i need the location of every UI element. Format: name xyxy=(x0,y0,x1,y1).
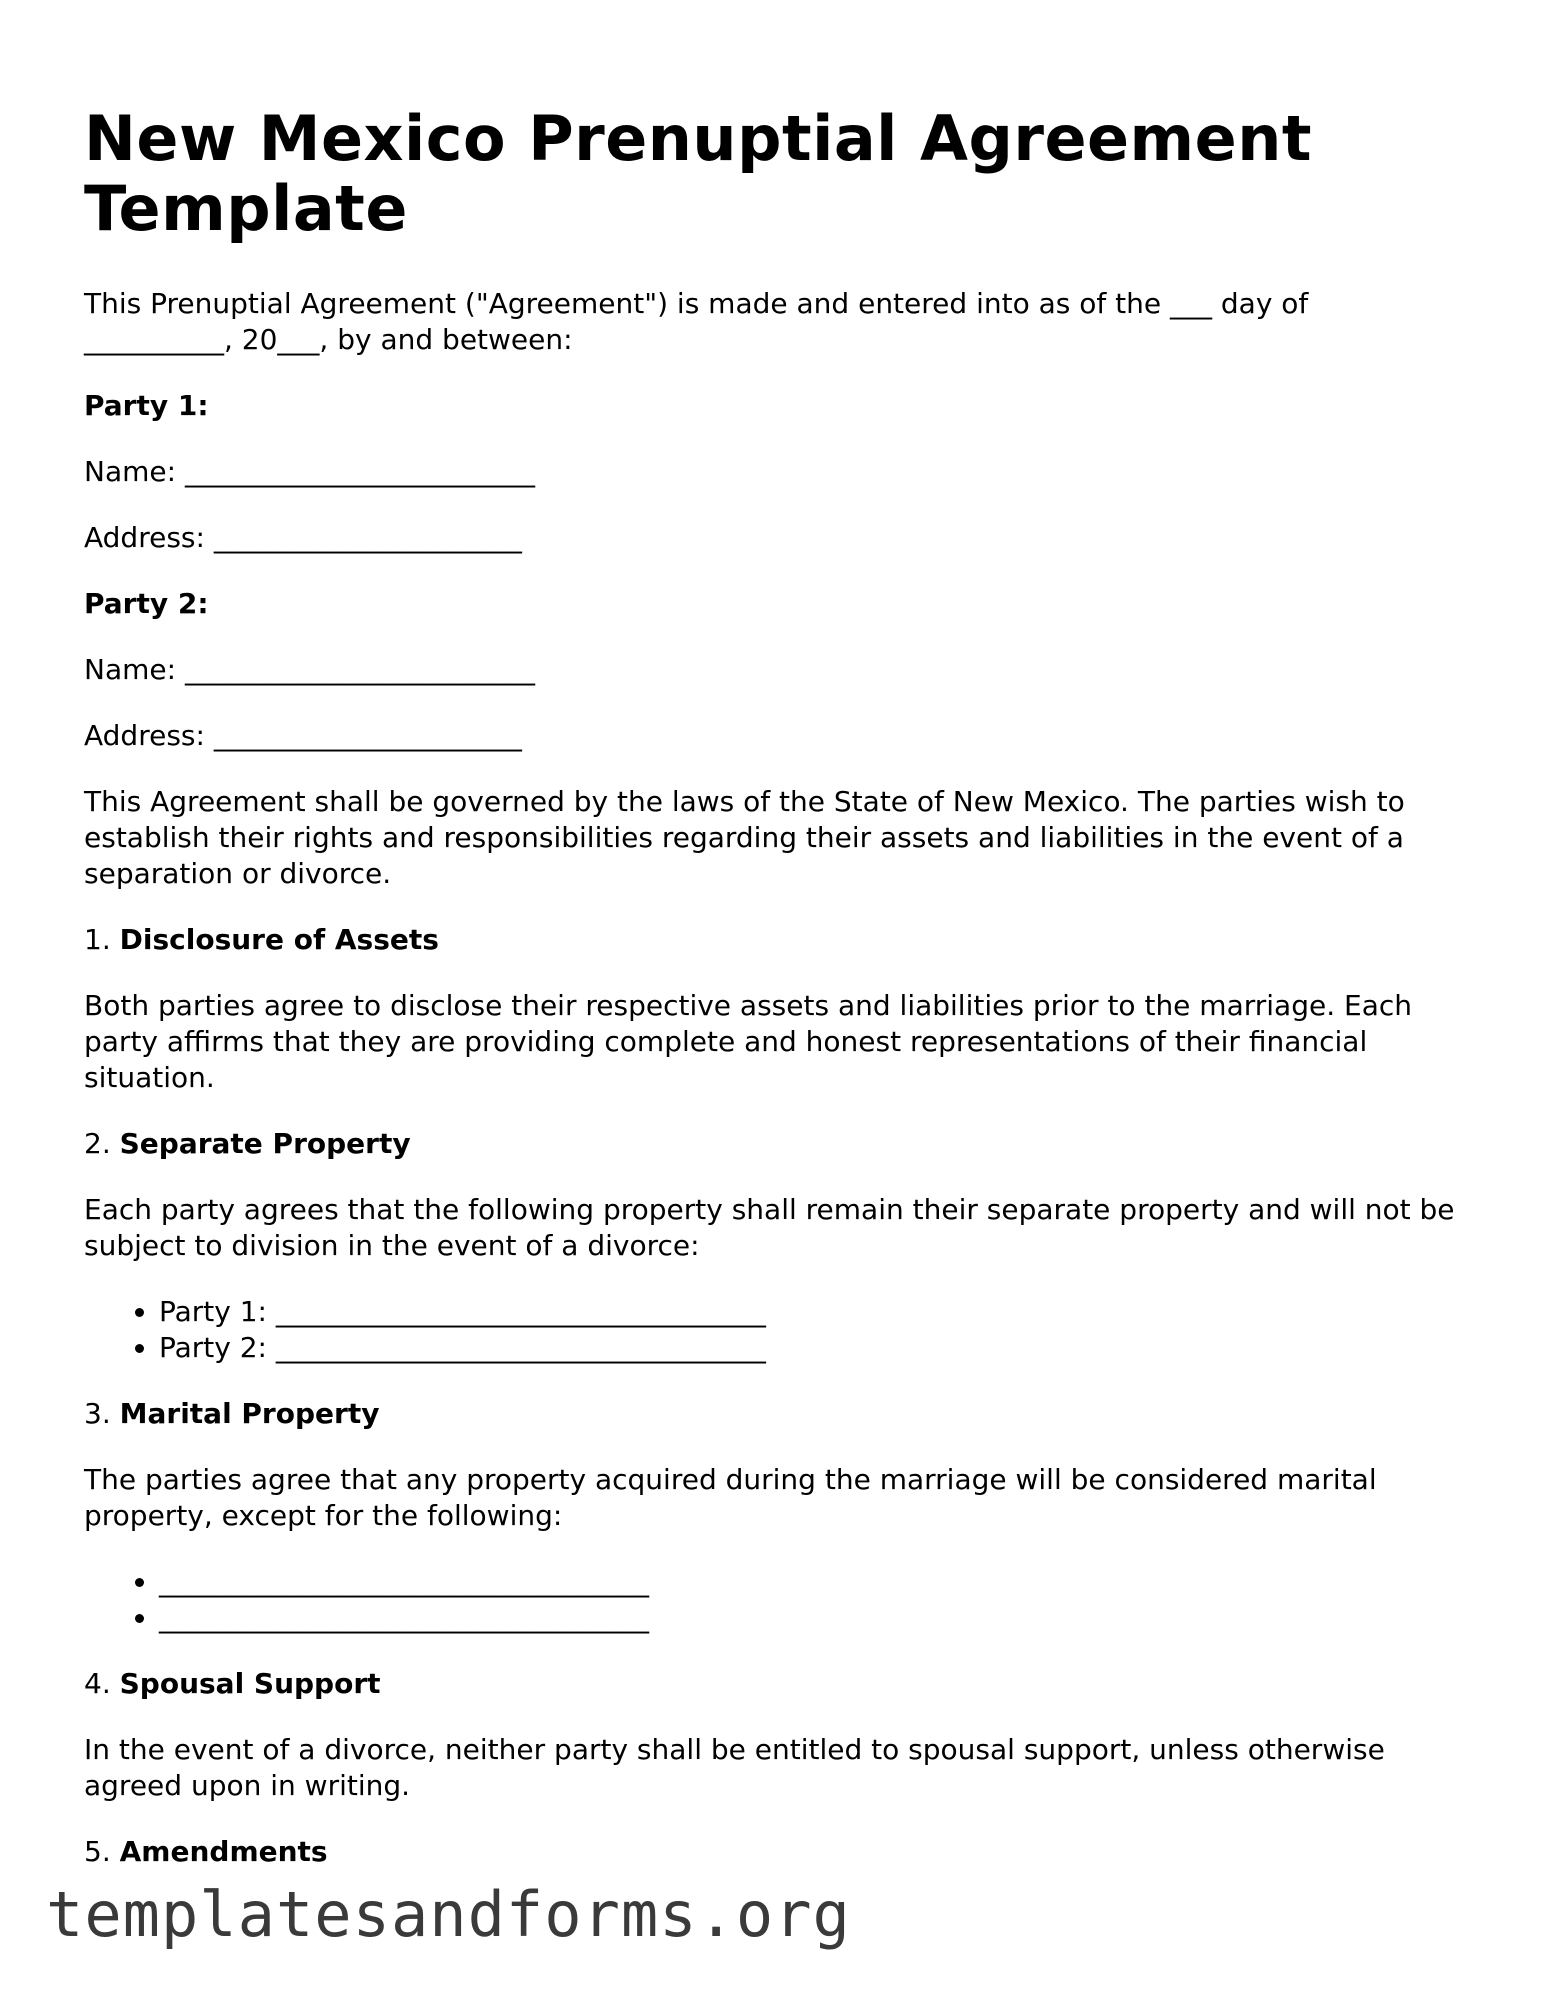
separate-property-list xyxy=(84,1294,1464,1366)
section-2-number: 2. xyxy=(84,1127,120,1160)
intro-paragraph: This Prenuptial Agreement ("Agreement") is made and entered into as of the ___ day of __________, 20___, by and between: xyxy=(84,287,1309,356)
list-item: • Party 2: ___________________________________ xyxy=(159,1330,1464,1366)
section-1-title: Disclosure of Assets xyxy=(119,923,439,956)
section-1-number: 1. xyxy=(84,923,120,956)
marital-property-exceptions-list xyxy=(84,1564,1464,1636)
party-2-address-field: Address: ______________________ xyxy=(84,719,522,752)
document-page xyxy=(84,104,1464,1870)
list-item: • ___________________________________ xyxy=(159,1600,1464,1636)
section-5-number: 5. xyxy=(84,1835,120,1868)
governing-law-paragraph: This Agreement shall be governed by the laws of the State of New Mexico. The parties wish to establish their rights and responsibilities regarding their assets and liabilities in the event of a separation or divorce. xyxy=(84,785,1405,890)
section-5-title: Amendments xyxy=(119,1835,328,1868)
section-1-body: Both parties agree to disclose their respective assets and liabilities prior to the marriage. Each party affirms that they are providing complete and honest representations of their financial situation. xyxy=(84,989,1413,1094)
section-3-heading xyxy=(84,1396,1464,1432)
page-title: New Mexico Prenuptial Agreement Template xyxy=(84,102,1312,245)
site-watermark: templatesandforms.org xyxy=(46,1878,851,1951)
section-2-heading xyxy=(84,1126,1464,1162)
section-4-body: In the event of a divorce, neither party shall be entitled to spousal support, unless otherwise agreed upon in writing. xyxy=(84,1733,1385,1802)
section-1-heading xyxy=(84,922,1464,958)
section-3-number: 3. xyxy=(84,1397,120,1430)
party-1-name-field: Name: _________________________ xyxy=(84,455,535,488)
list-item: • Party 1: ___________________________________ xyxy=(159,1294,1464,1330)
party-2-name-field: Name: _________________________ xyxy=(84,653,535,686)
section-4-number: 4. xyxy=(84,1667,120,1700)
section-5-heading xyxy=(84,1834,1464,1870)
section-2-body: Each party agrees that the following property shall remain their separate property and will not be subject to division in the event of a divorce: xyxy=(84,1193,1455,1262)
party-1-heading: Party 1: xyxy=(84,389,209,422)
list-item: • ___________________________________ xyxy=(159,1564,1464,1600)
party-2-heading: Party 2: xyxy=(84,587,209,620)
section-4-title: Spousal Support xyxy=(119,1667,381,1700)
party-1-address-field: Address: ______________________ xyxy=(84,521,522,554)
section-3-body: The parties agree that any property acquired during the marriage will be considered marital property, except for the following: xyxy=(84,1463,1377,1532)
section-3-title: Marital Property xyxy=(119,1397,380,1430)
section-2-title: Separate Property xyxy=(119,1127,411,1160)
section-4-heading xyxy=(84,1666,1464,1702)
